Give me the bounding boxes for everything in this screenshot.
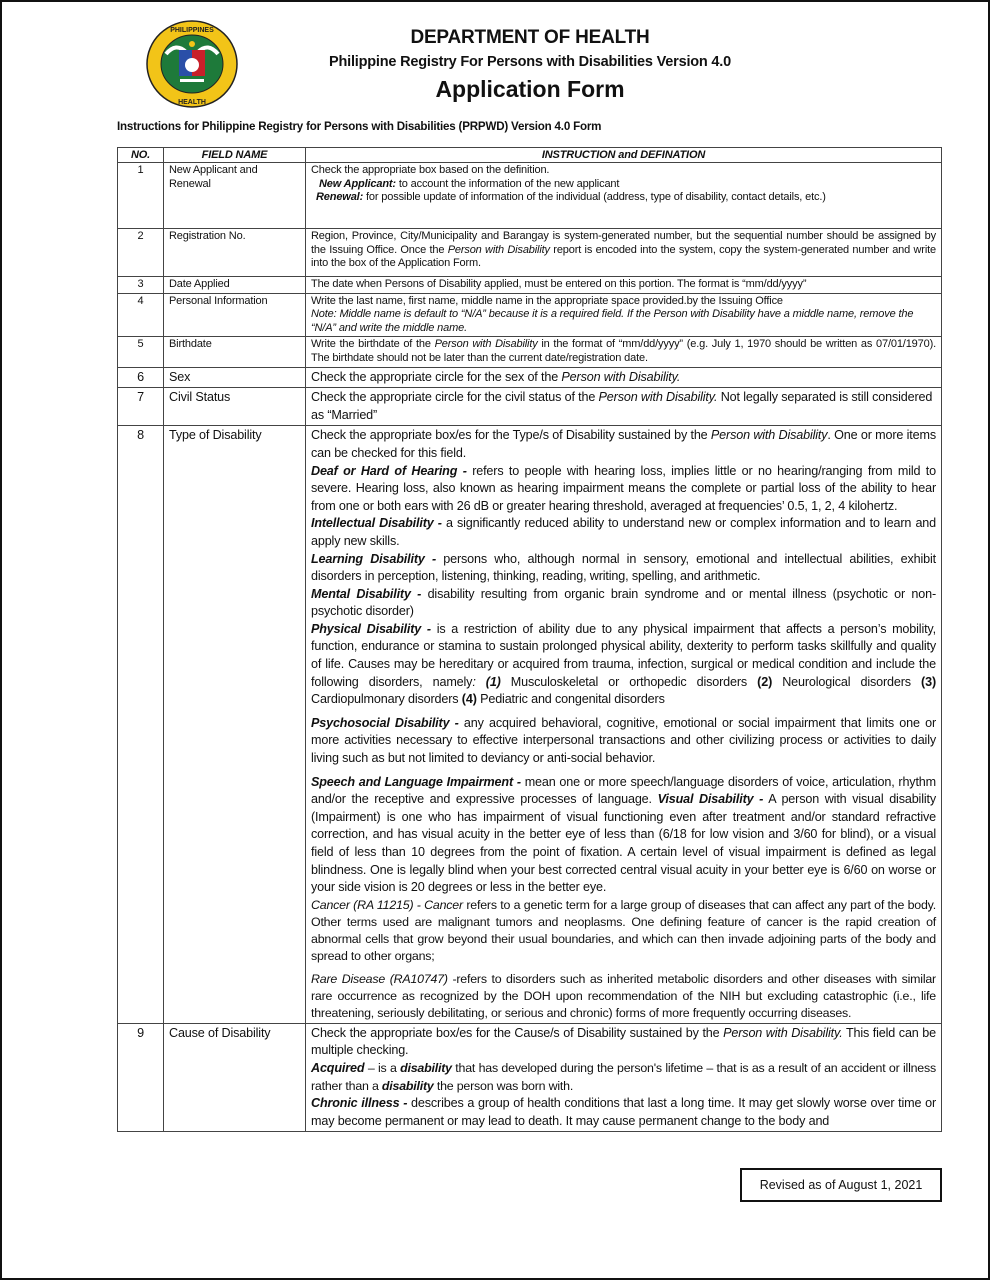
field-name: Sex: [164, 367, 306, 388]
definition-text: persons who, although normal in sensory, emotional and intellectual abilities, exhibit disorders in perception, listening, thinking, reading, writing, spelling, and arithmetic.: [311, 551, 936, 584]
term: New Applicant:: [319, 177, 396, 190]
definition-text: that has developed during the person's lifetime – that is as a result of an accident or illness rather than a: [311, 1060, 936, 1093]
header-no: NO.: [118, 148, 164, 163]
definition-text: refers to people with hearing loss, implies little or no hearing/ranging from mild to severe. Hearing loss, also known as hearing impairment means the complete or partial loss of the ability to hear from one or both ears with 26 dB or greater hearing threshold, averaged at frequencies’ 0.5, 1, 2, 4 kilohertz.: [311, 463, 937, 513]
term: Renewal:: [316, 191, 364, 204]
list-number: (4): [461, 692, 477, 707]
table-row: [118, 388, 942, 426]
instruction-cell: [306, 388, 942, 426]
table-row: [118, 277, 942, 294]
instruction-text: Check the appropriate box/es for the Type/s of Disability sustained by the: [311, 428, 711, 443]
definition-text: to account the information of the new applicant: [395, 177, 620, 190]
revised-date-box: Revised as of August 1, 2021: [740, 1168, 942, 1202]
instruction-text: report is encoded into the system, copy the system-generated number and write into the box of the Application Form.: [311, 243, 936, 270]
list-text: Neurological disorders: [772, 674, 922, 689]
list-text: Cardiopulmonary disorders: [311, 692, 462, 707]
definition-physical: [311, 621, 936, 709]
definition-text: any acquired behavioral, cognitive, emotional or social impairment that limits one or more activities necessary to effective interpersonal transactions and other civilizing process or activities to daily living such as but not limited to deviancy or anti-social behavior.: [311, 715, 936, 766]
instructions-table: [117, 147, 942, 1132]
definition-text: -refers to disorders such as inherited metabolic disorders and other diseases with similar rare occurrence as recognized by the DOH upon recommendation of the NIH but excluding catastrophic (i.e., life threatening, seriously debilitating, or serious and chronic) forms of more frequently occurring diseases.: [311, 971, 936, 1020]
form-title: Application Form: [435, 76, 625, 102]
instruction-text: Check the appropriate circle for the sex of the: [311, 369, 562, 384]
instruction-text: Not legally separated is still considered as “Married”: [311, 390, 933, 422]
note-text: Note: Middle name is default to “N/A” because it is a required field. If the Person with Disability have a middle name, remove the “N/A” and write the middle name.: [311, 308, 914, 334]
row-number: 4: [118, 293, 164, 337]
term: Deaf or Hard of Hearing -: [311, 463, 467, 478]
colon: :: [472, 674, 476, 689]
instruction-cell: [306, 426, 942, 1023]
field-name: Civil Status: [164, 388, 306, 426]
term: Visual Disability -: [657, 792, 764, 807]
instruction-text: Region, Province, City/Municipality and Barangay is system-generated number, but the sequential number should be assigned by the Issuing Office. Once the: [311, 230, 936, 256]
row-number: 5: [118, 337, 164, 367]
emphasis: disability: [381, 1078, 434, 1093]
table-row: [118, 293, 942, 337]
term: Cancer (RA 11215) -: [311, 897, 421, 912]
definition-text: refers to a genetic term for a large group of diseases that can affect any part of the body. Other terms used are malignant tumors and neoplasms. One defining feature of cancer is the rapid creation of abnormal cells that grow beyond their usual boundaries, and which can then invade adjoining parts of the body and spread to other organs;: [311, 897, 936, 963]
instruction-text: in the format of “mm/dd/yyyy” (e.g. July 1, 1970 should be written as 07/01/1970). The birthdate should not be later than the current date/registration date.: [311, 338, 936, 364]
instruction-cell: [306, 1023, 942, 1132]
field-name: New Applicant and Renewal: [164, 163, 306, 229]
term: Intellectual Disability -: [311, 516, 442, 531]
instruction-text: Check the appropriate box/es for the Cause/s of Disability sustained by the: [311, 1025, 724, 1040]
term: Rare Disease (RA10747): [311, 971, 448, 986]
row-number: 1: [118, 163, 164, 229]
instruction-text: Write the last name, first name, middle name in the appropriate space provided.by the Issuing Office: [311, 294, 783, 307]
row-number: 8: [118, 426, 164, 1023]
field-name: Registration No.: [164, 229, 306, 277]
list-number: (3): [921, 674, 936, 689]
definition-text: the person was born with.: [433, 1078, 574, 1093]
definition-text: disability resulting from organic brain syndrome and or mental illness (psychotic or non-psychotic disorder): [311, 586, 936, 619]
table-row: [118, 337, 942, 367]
doh-seal-icon: [146, 20, 238, 108]
definition-text: for possible update of information of the individual (address, type of disability, contact details, etc.): [363, 191, 826, 204]
term: Acquired: [311, 1060, 365, 1075]
term: Psychosocial Disability -: [311, 715, 459, 730]
definition-new-applicant: [311, 178, 936, 192]
emphasis: Person with Disability: [434, 338, 538, 351]
svg-text:PHILIPPINES: PHILIPPINES: [170, 27, 214, 34]
list-text: Musculoskeletal or orthopedic disorders: [500, 674, 758, 689]
instruction-text: Write the birthdate of the: [311, 338, 435, 351]
definition-speech-visual: [311, 774, 936, 897]
instruction-cell: [306, 367, 942, 388]
instruction-cell: [306, 293, 942, 337]
instruction-text: Check the appropriate box based on the definition.: [311, 164, 550, 176]
table-header-row: [118, 148, 942, 163]
emphasis: disability: [400, 1060, 452, 1075]
emphasis: Person with Disability: [710, 428, 828, 443]
emphasis: Person with Disability.: [723, 1025, 843, 1040]
header-instruction: INSTRUCTION and DEFINATION: [306, 148, 942, 163]
instruction-cell: [306, 337, 942, 367]
term: Physical Disability -: [311, 621, 431, 636]
table-row: [118, 367, 942, 388]
term: Mental Disability -: [311, 586, 422, 601]
list-number: (2): [757, 674, 773, 689]
definition-psychosocial: [311, 715, 936, 768]
term: Cancer: [420, 897, 463, 912]
row-number: 9: [118, 1023, 164, 1132]
field-name: Type of Disability: [164, 426, 306, 1023]
field-name: Personal Information: [164, 293, 306, 337]
emphasis: Person with Disability.: [561, 369, 681, 384]
row-number: 2: [118, 229, 164, 277]
svg-text:HEALTH: HEALTH: [178, 99, 206, 106]
registry-subtitle: Philippine Registry For Persons with Disabilities Version 4.0: [329, 54, 731, 70]
definition-mental: [311, 586, 936, 621]
list-number: (1): [475, 674, 501, 689]
instruction-cell: [306, 163, 942, 229]
instruction-cell: [306, 229, 942, 277]
table-row: [118, 1023, 942, 1132]
instruction-cell: The date when Persons of Disability applied, must be entered on this portion. The format is “mm/dd/yyyy”: [306, 277, 942, 294]
definition-deaf: [311, 463, 936, 516]
definition-cancer: [311, 897, 936, 965]
term: Learning Disability -: [311, 551, 436, 566]
instructions-title: Instructions for Philippine Registry for Persons with Disabilities (PRPWD) Version 4.0 Form: [117, 120, 602, 133]
definition-intellectual: [311, 515, 936, 550]
table-row: [118, 426, 942, 1023]
row-number: 7: [118, 388, 164, 426]
header-field-name: FIELD NAME: [164, 148, 306, 163]
field-name: Date Applied: [164, 277, 306, 294]
definition-chronic: [311, 1095, 936, 1130]
row-number: 3: [118, 277, 164, 294]
term: Chronic illness -: [311, 1096, 408, 1111]
instruction-text: . One or more items can be checked for this field.: [311, 428, 936, 460]
definition-acquired: [311, 1060, 936, 1095]
term: Speech and Language Impairment -: [311, 774, 521, 789]
cause-intro: [311, 1025, 936, 1060]
field-name: Birthdate: [164, 337, 306, 367]
row-number: 6: [118, 367, 164, 388]
emphasis: Person with Disability: [447, 243, 550, 256]
definition-text: – is a: [364, 1060, 401, 1075]
definition-rare-disease: [311, 971, 936, 1022]
definition-text: describes a group of health conditions that last a long time. It may get slowly worse over time or may become permanent or may lead to death. It may cause permanent change to the body and: [311, 1096, 936, 1128]
field-name: Cause of Disability: [164, 1023, 306, 1132]
definition-text: A person with visual disability (Impairment) is one who has impairment of visual functioning even after treatment and/or standard refractive correction, and has visual acuity in the better eye of less than (6/18 for low vision and 3/60 for blind), or a visual field of less than 10 degrees from the point of fixation. A certain level of visual impairment is defined as legal blindness. One is legally blind when your best corrected central visual acuity in your better eye is 6/60 on worse or your side vision is 20 degrees or less in the better eye.: [311, 792, 936, 895]
definition-learning: [311, 551, 936, 586]
table-row: [118, 163, 942, 229]
list-text: Pediatric and congenital disorders: [476, 692, 665, 707]
definition-renewal: [311, 191, 936, 205]
definition-text: is a restriction of ability due to any physical impairment that affects a person’s mobility, function, endurance or stamina to sustain prolonged physical ability, dexterity to perform tasks skillfully and quality of life. Causes may be hereditary or acquired from trauma, infection, surgical or medical condition and include the following disorders, namely: [311, 621, 936, 689]
instruction-text: This field can be multiple checking.: [311, 1025, 936, 1058]
department-heading: DEPARTMENT OF HEALTH: [410, 27, 650, 48]
definition-text: mean one or more speech/language disorders of voice, articulation, rhythm and/or the receptive and expressive processes of language.: [311, 774, 936, 807]
definition-text: a significantly reduced ability to understand new or complex information and to learn and apply new skills.: [311, 516, 937, 548]
instruction-text: Check the appropriate circle for the civil status of the: [311, 390, 599, 405]
type-intro: [311, 427, 936, 462]
table-row: [118, 229, 942, 277]
emphasis: Person with Disability.: [598, 390, 718, 405]
